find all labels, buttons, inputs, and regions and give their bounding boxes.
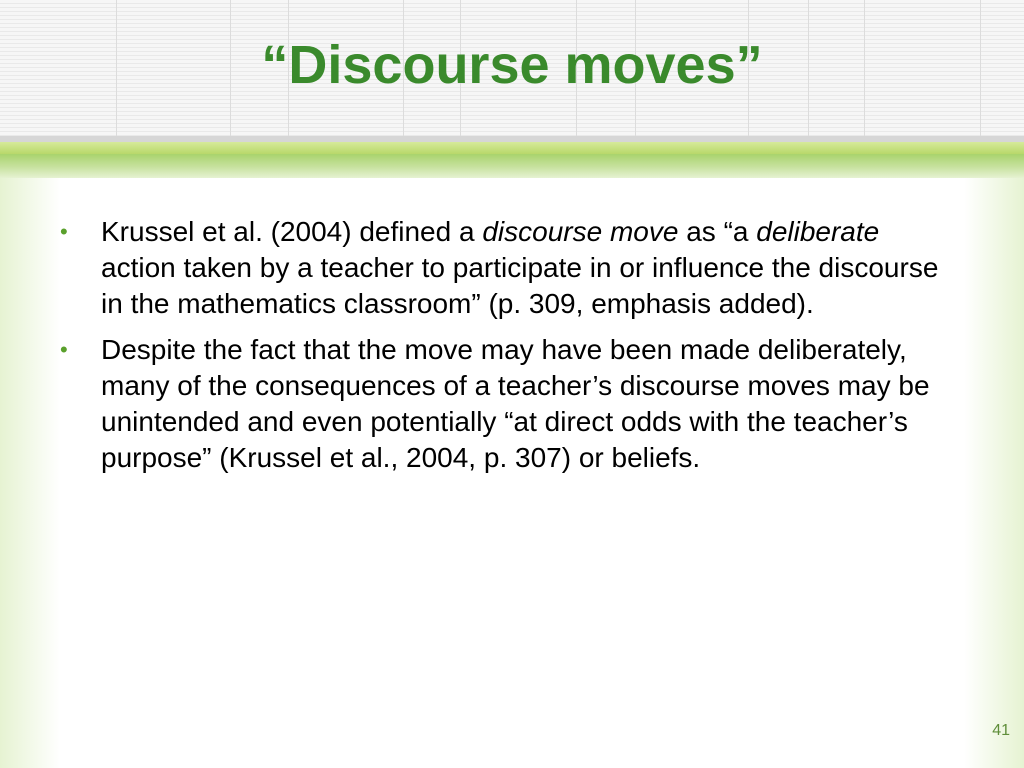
bullet-text: Despite the fact that the move may have been made deliberately, many of the consequences of a teacher’s discourse moves may be unintended and even potentially “at direct odds with the teacher’s purpose” (Krussel et al., 2004, p. 307) or beliefs.	[101, 334, 930, 473]
bullet-text: Krussel et al. (2004) defined a	[101, 216, 483, 247]
header-divider-lime	[0, 142, 1024, 154]
bullet-list	[60, 214, 940, 486]
bullet-text: as “a	[678, 216, 757, 247]
bullet-marker: •	[60, 219, 68, 244]
bullet-text: action taken by a teacher to participate in or influence the discourse in the mathematics classroom” (p. 309, emphasis added).	[101, 252, 939, 319]
page-number: 41	[992, 722, 1010, 739]
bullet-item	[60, 332, 940, 476]
bullet-item	[60, 214, 940, 322]
bullet-text-italic: deliberate	[756, 216, 880, 247]
slide-title: “Discourse moves”	[261, 35, 763, 95]
bullet-text-italic: discourse move	[482, 216, 679, 247]
header-divider-green	[0, 154, 1024, 178]
bullet-marker: •	[60, 337, 68, 362]
